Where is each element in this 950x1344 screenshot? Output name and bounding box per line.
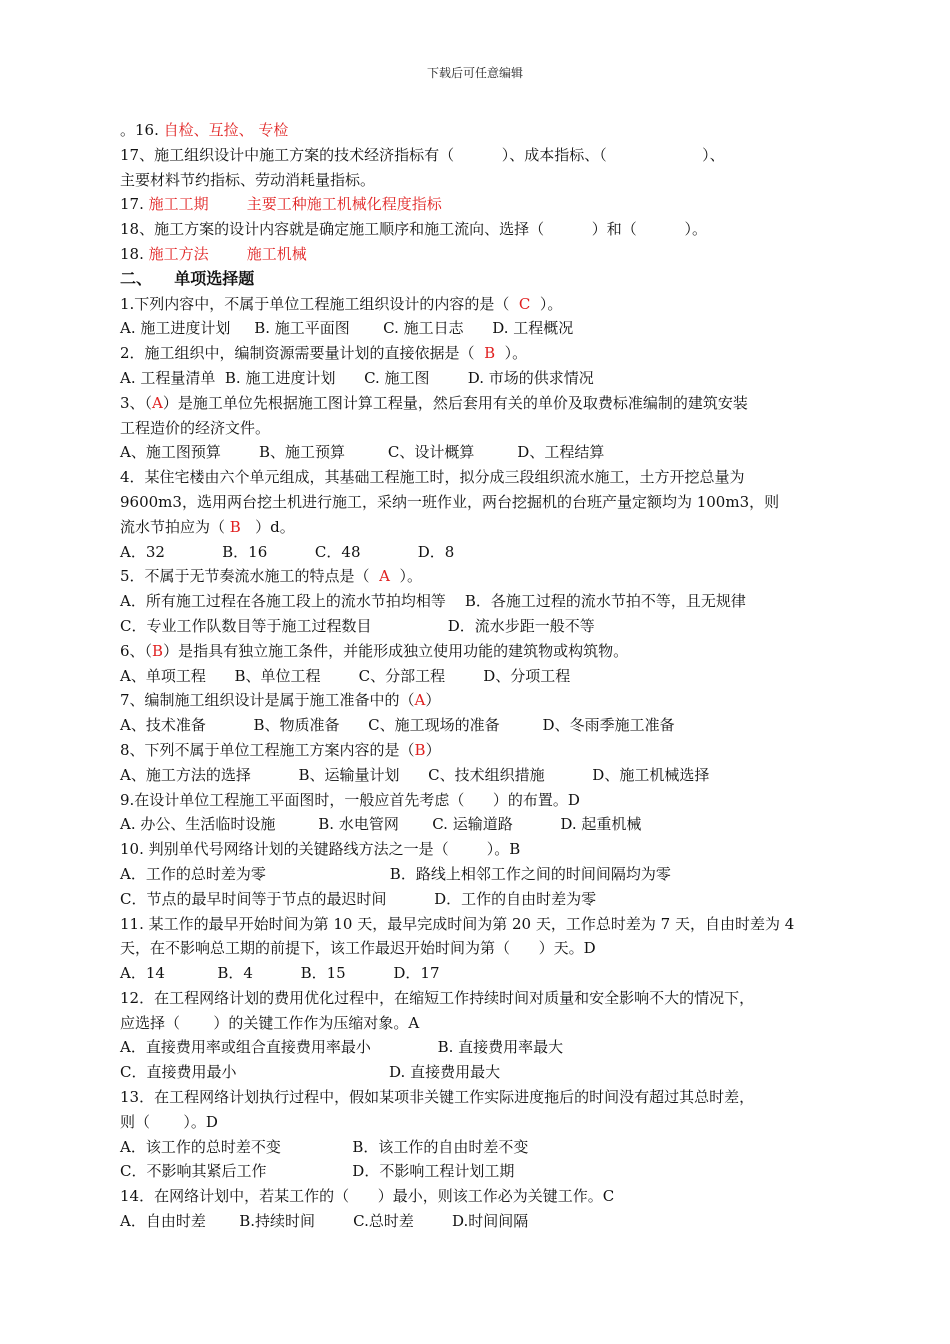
text-line xyxy=(120,168,840,193)
line-text: 11. 某工作的最早开始时间为第 10 天，最早完成时间为第 20 天，工作总时差为 7 天，自由时差为 4 xyxy=(120,914,795,933)
line-text: A、技术准备 B、物质准备 C、施工现场的准备 D、冬雨季施工准备 xyxy=(120,716,675,735)
line-text: 14．在网络计划中，若某工作的（ ）最小，则该工作必为关键工作。C xyxy=(120,1187,615,1206)
line-text: 工程造价的经济文件。 xyxy=(120,418,271,437)
text-line xyxy=(120,564,840,589)
text-line xyxy=(120,292,840,317)
line-text: 8、下列不属于单位工程施工方案内容的是（ xyxy=(120,740,415,759)
line-text: A、施工图预算 B、施工预算 C、设计概算 D、工程结算 xyxy=(120,443,605,462)
text-line xyxy=(120,688,840,713)
text-line xyxy=(120,192,840,217)
line-text: 18、施工方案的设计内容就是确定施工顺序和施工流向、选择（ ）和（ ）。 xyxy=(120,220,707,239)
text-line xyxy=(120,1011,840,1036)
line-text: A．14 B．4 B．15 D．17 xyxy=(120,964,440,983)
text-line xyxy=(120,416,840,441)
text-line xyxy=(120,812,840,837)
text-line xyxy=(120,639,840,664)
line-text: A. 工程量清单 B. 施工进度计划 C. 施工图 D. 市场的供求情况 xyxy=(120,368,594,387)
text-line xyxy=(120,316,840,341)
text-line xyxy=(120,143,840,168)
text-line xyxy=(120,961,840,986)
line-text: A．32 B．16 C．48 D．8 xyxy=(120,542,455,561)
text-line xyxy=(120,589,840,614)
answer-text: A xyxy=(379,567,390,586)
line-text: A．自由时差 B.持续时间 C.总时差 D.时间间隔 xyxy=(120,1212,529,1231)
line-text: 17、施工组织设计中施工方案的技术经济指标有（ ）、成本指标、（ ）、 xyxy=(120,145,725,164)
text-line xyxy=(120,986,840,1011)
text-line xyxy=(120,515,840,540)
line-text: A. 施工进度计划 B. 施工平面图 C. 施工日志 D. 工程概况 xyxy=(120,319,574,338)
line-text: 应选择（ ）的关键工作作为压缩对象。A xyxy=(120,1013,420,1032)
line-text: 6、（ xyxy=(120,641,153,660)
text-line xyxy=(120,540,840,565)
text-line xyxy=(120,1135,840,1160)
line-text: 4．某住宅楼由六个单元组成，其基础工程施工时，拟分成三段组织流水施工，土方开挖总量为 xyxy=(120,468,745,487)
line-text: 9.在设计单位工程施工平面图时，一般应首先考虑（ ）的布置。D xyxy=(120,790,580,809)
text-line xyxy=(120,217,840,242)
text-line xyxy=(120,664,840,689)
line-text: 3、（ xyxy=(120,393,153,412)
line-text: 2．施工组织中，编制资源需要量计划的直接依据是（ xyxy=(120,344,485,363)
line-text: A．工作的总时差为零 B．路线上相邻工作之间的时间间隔均为零 xyxy=(120,864,671,883)
text-line xyxy=(120,788,840,813)
text-line xyxy=(120,1209,840,1234)
line-text: ） xyxy=(425,691,441,710)
line-text: ） xyxy=(425,740,441,759)
line-text: ）是指具有独立施工条件，并能形成独立使用功能的建筑物或构筑物。 xyxy=(163,641,629,660)
text-line xyxy=(120,862,840,887)
line-text: A．直接费用率或组合直接费用率最小 B. 直接费用率最大 xyxy=(120,1038,564,1057)
text-line xyxy=(120,837,840,862)
text-line xyxy=(120,440,840,465)
text-line xyxy=(120,1085,840,1110)
line-text: 7、编制施工组织设计是属于施工准备中的（ xyxy=(120,691,415,710)
section-heading xyxy=(120,267,840,292)
answer-text: B xyxy=(152,641,164,660)
line-text: ）是施工单位先根据施工图计算工程量，然后套用有关的单价及取费标准编制的建筑安装 xyxy=(162,393,748,412)
line-text: ）。 xyxy=(389,567,422,586)
text-line xyxy=(120,1060,840,1085)
answer-text: B xyxy=(484,344,496,363)
text-line xyxy=(120,341,840,366)
line-text: A、施工方法的选择 B、运输量计划 C、技术组织措施 D、施工机械选择 xyxy=(120,765,710,784)
line-text: 主要材料节约指标、劳动消耗量指标。 xyxy=(120,170,376,189)
text-line xyxy=(120,1159,840,1184)
text-line xyxy=(120,738,840,763)
line-text: A. 办公、生活临时设施 B. 水电管网 C. 运输道路 D. 起重机械 xyxy=(120,815,642,834)
text-line xyxy=(120,366,840,391)
answer-text: B xyxy=(229,517,241,536)
line-text: 。16. xyxy=(120,121,164,139)
answer-text: A xyxy=(152,393,163,412)
line-text: 则（ ）。D xyxy=(120,1112,218,1131)
answer-text: C xyxy=(518,294,531,313)
line-text: 天，在不影响总工期的前提下，该工作最迟开始时间为第（ ）天。D xyxy=(120,939,596,958)
line-text: 13．在工程网络计划执行过程中，假如某项非关键工作实际进度拖后的时间没有超过其总时差， xyxy=(120,1088,755,1107)
text-line xyxy=(120,763,840,788)
page-header: 下载后可任意编辑 xyxy=(426,66,523,80)
answer-text: 施工工期 主要工种施工机械化程度指标 xyxy=(148,195,442,214)
text-line xyxy=(120,1110,840,1135)
line-text: A．该工作的总时差不变 B．该工作的自由时差不变 xyxy=(120,1137,529,1156)
text-line xyxy=(120,465,840,490)
line-text: 12．在工程网络计划的费用优化过程中，在缩短工作持续时间对质量和安全影响不大的情况下， xyxy=(120,988,755,1007)
line-text: 18. xyxy=(120,244,149,263)
answer-text: A xyxy=(414,691,426,710)
line-text: 17. xyxy=(120,195,149,214)
text-line xyxy=(120,1184,840,1209)
text-line xyxy=(120,887,840,912)
text-line xyxy=(120,242,840,267)
line-text: A、单项工程 B、单位工程 C、分部工程 D、分项工程 xyxy=(120,666,571,685)
answer-text: 自检、互捡、 专检 xyxy=(163,121,289,139)
line-text: ）。 xyxy=(495,344,528,363)
line-text: 10. 判别单代号网络计划的关键路线方法之一是（ ）。B xyxy=(120,840,521,859)
text-line xyxy=(120,614,840,639)
line-text: 9600m3，选用两台挖土机进行施工，采纳一班作业，两台挖掘机的台班产量定额均为 100m3，则 xyxy=(120,492,780,511)
line-text: 1.下列内容中，不属于单位工程施工组织设计的内容的是（ xyxy=(120,294,519,313)
line-text: A．所有施工过程在各施工段上的流水节拍均相等 B．各施工过程的流水节拍不等，且无规律 xyxy=(120,592,746,611)
text-line xyxy=(120,713,840,738)
line-text: 二、 单项选择题 xyxy=(120,268,255,288)
line-text: C．专业工作队数目等于施工过程数目 D．流水步距一般不等 xyxy=(120,616,595,635)
line-text: ）d。 xyxy=(240,517,295,536)
line-text: C．直接费用最小 D. 直接费用最大 xyxy=(120,1063,501,1082)
document-body xyxy=(120,118,840,1234)
text-line xyxy=(120,936,840,961)
line-text: C．不影响其紧后工作 D．不影响工程计划工期 xyxy=(120,1162,515,1181)
text-line xyxy=(120,1035,840,1060)
answer-text: B xyxy=(414,740,426,759)
text-line xyxy=(120,912,840,937)
line-text: 5．不属于无节奏流水施工的特点是（ xyxy=(120,567,380,586)
line-text: ）。 xyxy=(530,294,563,313)
line-text: C．节点的最早时间等于节点的最迟时间 D．工作的自由时差为零 xyxy=(120,889,597,908)
text-line xyxy=(120,391,840,416)
text-line xyxy=(120,118,840,143)
answer-text: 施工方法 施工机械 xyxy=(148,244,307,263)
line-text: 流水节拍应为（ xyxy=(120,517,230,536)
text-line xyxy=(120,490,840,515)
